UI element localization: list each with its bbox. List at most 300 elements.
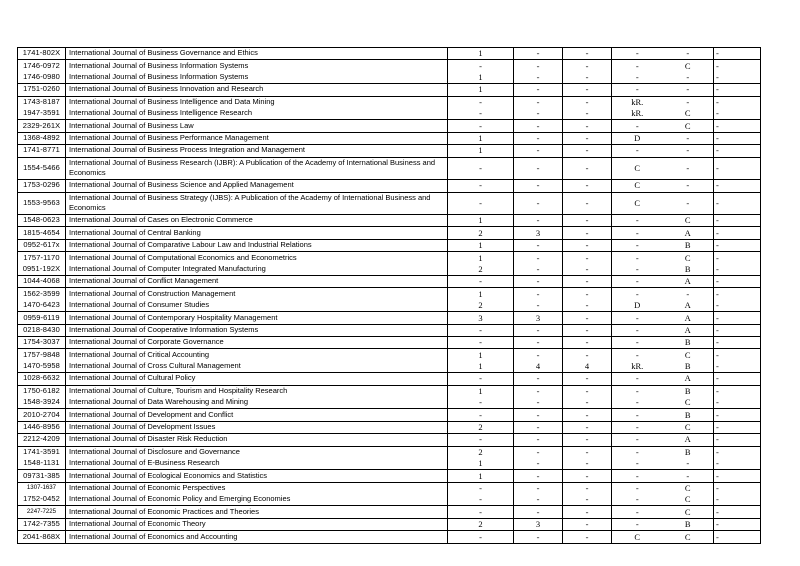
issn-cell: 1741-802X xyxy=(18,48,66,59)
metric-cell-3: - xyxy=(563,215,612,226)
metric-cell-3: - xyxy=(563,240,612,251)
issn-cell: 0959-6119 xyxy=(18,312,66,323)
metric-cell-1: - xyxy=(448,193,514,215)
grade-value: A xyxy=(684,312,691,323)
grade-value: B xyxy=(684,240,691,251)
rating-value: - xyxy=(635,434,639,445)
grade-value: C xyxy=(684,215,691,226)
grade-value: - xyxy=(686,48,690,59)
metric-cell-2: - xyxy=(514,300,563,311)
last-cell: - xyxy=(716,180,719,191)
table-row xyxy=(18,144,760,156)
metric-cell-1: 2 xyxy=(448,447,514,458)
metric-cell-2: - xyxy=(514,288,563,299)
table-row xyxy=(18,324,760,336)
grade-value: C xyxy=(684,531,691,542)
metric-cell-3: - xyxy=(563,264,612,275)
metric-cell-2: - xyxy=(514,434,563,445)
metric-cell-1: 1 xyxy=(448,252,514,263)
issn-cell: 0951-192X xyxy=(18,264,66,275)
metric-cell-1: - xyxy=(448,325,514,336)
issn-cell: 1752-0452 xyxy=(18,494,66,505)
grade-value: C xyxy=(684,494,691,505)
metric-cell-2: - xyxy=(514,48,563,59)
rating-value: - xyxy=(635,72,639,83)
metric-cell-2: - xyxy=(514,483,563,494)
last-cell: - xyxy=(716,385,719,396)
grade-value: A xyxy=(684,227,691,238)
table-row xyxy=(18,458,760,469)
table-row xyxy=(18,119,760,131)
rating-grade-cell xyxy=(612,531,714,542)
metric-cell-2: - xyxy=(514,193,563,215)
rating-value: - xyxy=(635,324,639,335)
table-row xyxy=(18,192,760,215)
journal-title-cell: International Journal of Culture, Tourism and Hospitality Research xyxy=(66,386,448,397)
metric-cell-3: - xyxy=(563,483,612,494)
issn-cell: 1470-5958 xyxy=(18,361,66,372)
table-row xyxy=(18,385,760,397)
last-cell: - xyxy=(716,349,719,360)
metric-cell-3: - xyxy=(563,325,612,336)
grade-value: - xyxy=(686,180,690,191)
rating-grade-cell xyxy=(612,349,714,360)
last-cell: - xyxy=(716,60,719,71)
metric-cell-3: - xyxy=(563,531,612,542)
metric-cell-1: - xyxy=(448,409,514,420)
metric-cell-3: - xyxy=(563,145,612,156)
last-cell: - xyxy=(716,458,719,469)
journal-title-cell: International Journal of Computational Economics and Econometrics xyxy=(66,252,448,263)
journal-title-cell: International Journal of Development and Conflict xyxy=(66,409,448,420)
metric-cell-3: - xyxy=(563,300,612,311)
metric-cell-2: - xyxy=(514,120,563,131)
issn-cell: 1548-0623 xyxy=(18,215,66,226)
last-cell: - xyxy=(716,120,719,131)
rating-value: - xyxy=(635,422,639,433)
metric-cell-2: - xyxy=(514,325,563,336)
last-cell: - xyxy=(716,300,719,311)
rating-grade-cell xyxy=(612,325,714,336)
journal-ranking-table xyxy=(17,47,761,544)
metric-cell-1: - xyxy=(448,531,514,542)
grade-value: A xyxy=(684,324,691,335)
metric-cell-2: 4 xyxy=(514,361,563,372)
last-cell: - xyxy=(716,276,719,287)
rating-value: - xyxy=(635,215,639,226)
metric-cell-1: 3 xyxy=(448,312,514,323)
metric-cell-2: 3 xyxy=(514,519,563,530)
rating-grade-cell xyxy=(612,422,714,433)
grade-value: B xyxy=(684,409,691,420)
metric-cell-1: - xyxy=(448,97,514,108)
rating-grade-cell xyxy=(612,72,714,83)
last-cell: - xyxy=(716,48,719,59)
grade-value: - xyxy=(686,96,690,107)
grade-value: - xyxy=(686,288,690,299)
rating-value: kR. xyxy=(631,96,644,107)
table-row xyxy=(18,361,760,372)
metric-cell-3: - xyxy=(563,458,612,469)
metric-cell-2: - xyxy=(514,158,563,180)
rating-grade-cell xyxy=(612,158,714,180)
table-row xyxy=(18,179,760,191)
metric-cell-2: - xyxy=(514,145,563,156)
grade-value: C xyxy=(684,120,691,131)
metric-cell-1: - xyxy=(448,337,514,348)
metric-cell-1: - xyxy=(448,397,514,408)
metric-cell-2: - xyxy=(514,409,563,420)
metric-cell-3: - xyxy=(563,470,612,481)
metric-cell-1: - xyxy=(448,483,514,494)
rating-value: - xyxy=(635,385,639,396)
issn-cell: 1743-8187 xyxy=(18,97,66,108)
grade-value: - xyxy=(686,145,690,156)
metric-cell-2: - xyxy=(514,252,563,263)
issn-cell: 1554-5466 xyxy=(18,158,66,180)
table-row xyxy=(18,275,760,287)
metric-cell-3: - xyxy=(563,120,612,131)
rating-value: - xyxy=(635,288,639,299)
rating-value: - xyxy=(635,227,639,238)
issn-cell: 1757-9848 xyxy=(18,349,66,360)
grade-value: C xyxy=(684,349,691,360)
issn-cell: 1562-3599 xyxy=(18,288,66,299)
metric-cell-2: - xyxy=(514,276,563,287)
table-row xyxy=(18,518,760,530)
metric-cell-3: - xyxy=(563,276,612,287)
metric-cell-3: - xyxy=(563,519,612,530)
last-cell: - xyxy=(716,482,719,493)
metric-cell-1: - xyxy=(448,434,514,445)
journal-title-cell: International Journal of Central Banking xyxy=(66,227,448,238)
journal-title-cell: International Journal of Economic Theory xyxy=(66,519,448,530)
journal-title-cell: International Journal of E-Business Research xyxy=(66,458,448,469)
metric-cell-3: - xyxy=(563,97,612,108)
issn-cell: 1368-4892 xyxy=(18,133,66,144)
issn-cell: 1750-6182 xyxy=(18,386,66,397)
issn-cell: 1307-1637 xyxy=(18,483,66,494)
table-row xyxy=(18,469,760,481)
last-cell: - xyxy=(716,470,719,481)
rating-value: - xyxy=(635,276,639,287)
metric-cell-3: - xyxy=(563,434,612,445)
journal-title-cell: International Journal of Contemporary Hospitality Management xyxy=(66,312,448,323)
grade-value: - xyxy=(686,197,690,208)
table-row xyxy=(18,72,760,83)
issn-cell: 09731-385 xyxy=(18,470,66,481)
issn-cell: 1947-3591 xyxy=(18,108,66,119)
table-row xyxy=(18,96,760,108)
journal-title-cell: International Journal of Cross Cultural Management xyxy=(66,361,448,372)
metric-cell-2: - xyxy=(514,84,563,95)
issn-cell: 1815-4654 xyxy=(18,227,66,238)
rating-grade-cell xyxy=(612,300,714,311)
metric-cell-3: - xyxy=(563,84,612,95)
issn-cell: 1746-0980 xyxy=(18,72,66,83)
metric-cell-3: 4 xyxy=(563,361,612,372)
issn-cell: 1548-3924 xyxy=(18,397,66,408)
table-row xyxy=(18,108,760,119)
rating-grade-cell xyxy=(612,434,714,445)
metric-cell-2: - xyxy=(514,494,563,505)
rating-value: - xyxy=(635,494,639,505)
table-row xyxy=(18,287,760,299)
rating-value: kR. xyxy=(631,108,644,119)
last-cell: - xyxy=(716,361,719,372)
grade-value: B xyxy=(684,263,691,274)
metric-cell-1: 1 xyxy=(448,458,514,469)
rating-value: - xyxy=(635,60,639,71)
rating-value: - xyxy=(635,240,639,251)
table-row xyxy=(18,157,760,180)
issn-cell: 1028-6632 xyxy=(18,373,66,384)
last-cell: - xyxy=(716,84,719,95)
rating-grade-cell xyxy=(612,386,714,397)
issn-cell: 1553-9563 xyxy=(18,193,66,215)
grade-value: C xyxy=(684,482,691,493)
last-cell: - xyxy=(716,162,719,173)
rating-value: - xyxy=(635,519,639,530)
last-cell: - xyxy=(716,263,719,274)
rating-value: D xyxy=(634,133,641,144)
metric-cell-2: - xyxy=(514,447,563,458)
journal-title-cell: International Journal of Business Intelligence and Data Mining xyxy=(66,97,448,108)
rating-grade-cell xyxy=(612,447,714,458)
rating-value: - xyxy=(635,48,639,59)
table-row xyxy=(18,421,760,433)
table-row xyxy=(18,226,760,238)
metric-cell-2: - xyxy=(514,531,563,542)
rating-value: C xyxy=(634,162,641,173)
metric-cell-3: - xyxy=(563,72,612,83)
metric-cell-2: 3 xyxy=(514,227,563,238)
issn-cell: 1746-0972 xyxy=(18,60,66,71)
journal-title-cell: International Journal of Business Innovation and Research xyxy=(66,84,448,95)
issn-cell: 1741-3591 xyxy=(18,447,66,458)
table-row xyxy=(18,336,760,348)
metric-cell-1: 1 xyxy=(448,145,514,156)
rating-grade-cell xyxy=(612,193,714,215)
journal-title-cell: International Journal of Corporate Governance xyxy=(66,337,448,348)
grade-value: C xyxy=(684,108,691,119)
metric-cell-3: - xyxy=(563,386,612,397)
last-cell: - xyxy=(716,373,719,384)
grade-value: A xyxy=(684,373,691,384)
rating-grade-cell xyxy=(612,215,714,226)
journal-title-cell: International Journal of Business Information Systems xyxy=(66,72,448,83)
issn-cell: 2329-261X xyxy=(18,120,66,131)
metric-cell-3: - xyxy=(563,60,612,71)
issn-cell: 1751-0260 xyxy=(18,84,66,95)
rating-value: C xyxy=(634,180,641,191)
metric-cell-1: 1 xyxy=(448,215,514,226)
rating-value: - xyxy=(635,349,639,360)
rating-value: D xyxy=(634,300,641,311)
metric-cell-1: 2 xyxy=(448,422,514,433)
last-cell: - xyxy=(716,409,719,420)
metric-cell-3: - xyxy=(563,337,612,348)
grade-value: B xyxy=(684,361,691,372)
rating-grade-cell xyxy=(612,84,714,95)
grade-value: B xyxy=(684,446,691,457)
rating-grade-cell xyxy=(612,483,714,494)
rating-grade-cell xyxy=(612,361,714,372)
grade-value: B xyxy=(684,337,691,348)
rating-value: - xyxy=(635,120,639,131)
journal-title-cell: International Journal of Business Intelligence Research xyxy=(66,108,448,119)
journal-title-cell: International Journal of Cultural Policy xyxy=(66,373,448,384)
journal-title-cell: International Journal of Business Governance and Ethics xyxy=(66,48,448,59)
grade-value: C xyxy=(684,252,691,263)
issn-cell: 1754-3037 xyxy=(18,337,66,348)
metric-cell-2: - xyxy=(514,264,563,275)
metric-cell-1: - xyxy=(448,506,514,517)
rating-value: - xyxy=(635,482,639,493)
metric-cell-1: 2 xyxy=(448,227,514,238)
issn-cell: 1757-1170 xyxy=(18,252,66,263)
metric-cell-1: - xyxy=(448,276,514,287)
rating-value: - xyxy=(635,506,639,517)
rating-grade-cell xyxy=(612,48,714,59)
rating-value: - xyxy=(635,446,639,457)
issn-cell: 0952-617x xyxy=(18,240,66,251)
rating-value: - xyxy=(635,470,639,481)
grade-value: B xyxy=(684,385,691,396)
grade-value: A xyxy=(684,276,691,287)
last-cell: - xyxy=(716,133,719,144)
rating-grade-cell xyxy=(612,409,714,420)
rating-grade-cell xyxy=(612,240,714,251)
metric-cell-1: 1 xyxy=(448,288,514,299)
table-row xyxy=(18,372,760,384)
metric-cell-1: 2 xyxy=(448,300,514,311)
last-cell: - xyxy=(716,108,719,119)
metric-cell-3: - xyxy=(563,108,612,119)
metric-cell-3: - xyxy=(563,158,612,180)
table-row xyxy=(18,59,760,71)
table-row xyxy=(18,408,760,420)
metric-cell-1: 2 xyxy=(448,519,514,530)
rating-grade-cell xyxy=(612,458,714,469)
table-row xyxy=(18,48,760,59)
rating-grade-cell xyxy=(612,60,714,71)
last-cell: - xyxy=(716,446,719,457)
issn-cell: 1548-1131 xyxy=(18,458,66,469)
metric-cell-2: - xyxy=(514,180,563,191)
metric-cell-2: - xyxy=(514,72,563,83)
last-cell: - xyxy=(716,145,719,156)
rating-value: kR. xyxy=(631,361,644,372)
metric-cell-1: 1 xyxy=(448,72,514,83)
metric-cell-3: - xyxy=(563,422,612,433)
rating-value: - xyxy=(635,409,639,420)
rating-grade-cell xyxy=(612,97,714,108)
last-cell: - xyxy=(716,197,719,208)
table-row xyxy=(18,264,760,275)
rating-grade-cell xyxy=(612,276,714,287)
grade-value: C xyxy=(684,422,691,433)
metric-cell-2: - xyxy=(514,60,563,71)
rating-value: C xyxy=(634,197,641,208)
table-row xyxy=(18,214,760,226)
metric-cell-2: - xyxy=(514,373,563,384)
metric-cell-1: 1 xyxy=(448,349,514,360)
rating-grade-cell xyxy=(612,397,714,408)
metric-cell-3: - xyxy=(563,447,612,458)
journal-title-cell: International Journal of Ecological Economics and Statistics xyxy=(66,470,448,481)
metric-cell-3: - xyxy=(563,193,612,215)
table-row xyxy=(18,239,760,251)
metric-cell-2: - xyxy=(514,470,563,481)
metric-cell-3: - xyxy=(563,288,612,299)
rating-grade-cell xyxy=(612,252,714,263)
rating-value: - xyxy=(635,458,639,469)
rating-value: - xyxy=(635,337,639,348)
rating-value: - xyxy=(635,312,639,323)
journal-title-cell: International Journal of Business Law xyxy=(66,120,448,131)
grade-value: A xyxy=(684,434,691,445)
metric-cell-3: - xyxy=(563,373,612,384)
rating-grade-cell xyxy=(612,145,714,156)
grade-value: - xyxy=(686,133,690,144)
metric-cell-1: 2 xyxy=(448,264,514,275)
metric-cell-3: - xyxy=(563,494,612,505)
issn-cell: 0218-8430 xyxy=(18,325,66,336)
metric-cell-1: - xyxy=(448,494,514,505)
journal-title-cell: International Journal of Construction Management xyxy=(66,288,448,299)
metric-cell-1: 1 xyxy=(448,470,514,481)
metric-cell-1: 1 xyxy=(448,386,514,397)
rating-grade-cell xyxy=(612,264,714,275)
journal-title-cell: International Journal of Economics and Accounting xyxy=(66,531,448,542)
last-cell: - xyxy=(716,252,719,263)
issn-cell: 1044-4068 xyxy=(18,276,66,287)
last-cell: - xyxy=(716,531,719,542)
journal-title-cell: International Journal of Conflict Management xyxy=(66,276,448,287)
metric-cell-1: - xyxy=(448,373,514,384)
metric-cell-1: 1 xyxy=(448,84,514,95)
grade-value: A xyxy=(684,300,691,311)
last-cell: - xyxy=(716,422,719,433)
last-cell: - xyxy=(716,434,719,445)
metric-cell-1: 1 xyxy=(448,240,514,251)
rating-value: - xyxy=(635,252,639,263)
table-row xyxy=(18,300,760,311)
rating-value: - xyxy=(635,145,639,156)
grade-value: - xyxy=(686,470,690,481)
metric-cell-2: 3 xyxy=(514,312,563,323)
journal-title-cell: International Journal of Development Issues xyxy=(66,422,448,433)
issn-cell: 2247-7225 xyxy=(18,506,66,517)
grade-value: - xyxy=(686,84,690,95)
metric-cell-3: - xyxy=(563,349,612,360)
table-row xyxy=(18,83,760,95)
metric-cell-1: 1 xyxy=(448,361,514,372)
rating-grade-cell xyxy=(612,133,714,144)
metric-cell-2: - xyxy=(514,97,563,108)
issn-cell: 2041-868X xyxy=(18,531,66,542)
issn-cell: 2010-2704 xyxy=(18,409,66,420)
rating-grade-cell xyxy=(612,470,714,481)
last-cell: - xyxy=(716,72,719,83)
journal-title-cell: International Journal of Business Research (IJBR): A Publication of the Academy of International Business and Economics xyxy=(66,158,448,180)
issn-cell: 2212-4209 xyxy=(18,434,66,445)
journal-title-cell: International Journal of Disaster Risk Reduction xyxy=(66,434,448,445)
metric-cell-1: 1 xyxy=(448,48,514,59)
last-cell: - xyxy=(716,215,719,226)
table-row xyxy=(18,446,760,458)
